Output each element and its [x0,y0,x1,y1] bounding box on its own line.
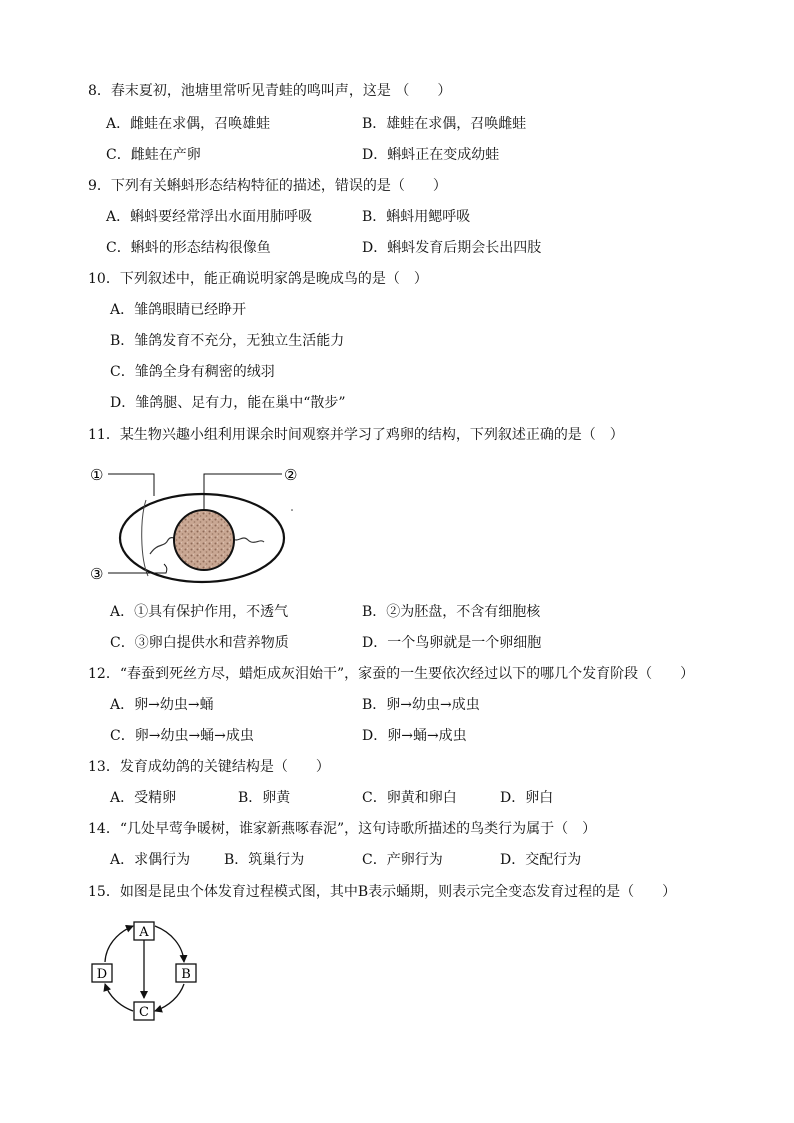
egg-structure-diagram [88,458,308,586]
question-12-option-a[interactable]: A．卵→幼虫→蛹 [110,697,214,713]
question-14-option-b[interactable]: B．筑巢行为 [224,852,305,868]
question-13-option-b[interactable]: B．卵黄 [238,790,291,806]
question-11-stem: 11．某生物兴趣小组利用课余时间观察并学习了鸡卵的结构，下列叙述正确的是（ ） [88,427,624,443]
question-10-option-c[interactable]: C．雏鸽全身有稠密的绒羽 [110,364,275,380]
question-14-option-a[interactable]: A．求偶行为 [110,852,191,868]
label-3: ③ [90,565,104,583]
question-8-option-a[interactable]: A．雌蛙在求偶，召唤雄蛙 [106,116,271,132]
node-b-label: B [181,967,191,982]
question-14-option-c[interactable]: C．产卵行为 [362,852,443,868]
question-8-option-b[interactable]: B．雄蛙在求偶，召唤雌蛙 [362,116,527,132]
egg-yolk [174,510,234,570]
question-11-option-b[interactable]: B．②为胚盘，不含有细胞核 [362,604,541,620]
question-8-option-d[interactable]: D．蝌蚪正在变成幼蛙 [362,147,500,163]
question-14-option-d[interactable]: D．交配行为 [500,852,582,868]
question-9-stem: 9．下列有关蝌蚪形态结构特征的描述，错误的是（ ） [88,178,447,194]
question-14-stem: 14．“几处早莺争暖树，谁家新燕啄春泥”，这句诗歌所描述的鸟类行为属于（ ） [88,821,597,837]
question-9-option-b[interactable]: B．蝌蚪用鳃呼吸 [362,209,471,225]
question-12-option-b[interactable]: B．卵→幼虫→成虫 [362,697,480,713]
question-8-stem: 8．春末夏初，池塘里常听见青蛙的鸣叫声，这是 （ ） [88,83,452,99]
label-2: ② [284,466,298,484]
insect-development-cycle-diagram [88,918,208,1026]
node-c-label: C [139,1005,149,1020]
question-10-stem: 10．下列叙述中，能正确说明家鸽是晚成鸟的是（ ） [88,271,428,287]
question-13-option-d[interactable]: D．卵白 [500,790,554,806]
label-1: ① [90,466,104,484]
question-11-option-c[interactable]: C．③卵白提供水和营养物质 [110,635,289,651]
leader-1 [108,474,154,496]
question-9-option-a[interactable]: A．蝌蚪要经常浮出水面用肺呼吸 [106,209,313,225]
question-13-option-a[interactable]: A．受精卵 [110,790,177,806]
arrow-b-to-c [155,984,184,1011]
question-12-stem: 12．“春蚕到死丝方尽，蜡炬成灰泪始干”，家蚕的一生要依次经过以下的哪几个发育阶段（ ） [88,666,695,682]
question-10-option-d[interactable]: D．雏鸽腿、足有力，能在巢中“散步” [110,395,346,411]
question-8-option-c[interactable]: C．雌蛙在产卵 [106,147,201,163]
question-10-option-b[interactable]: B．雏鸽发育不充分，无独立生活能力 [110,333,345,349]
question-13-stem: 13．发育成幼鸽的关键结构是（ ） [88,759,330,775]
question-9-option-c[interactable]: C．蝌蚪的形态结构很像鱼 [106,240,271,256]
question-10-option-a[interactable]: A．雏鸽眼睛已经睁开 [110,302,247,318]
arrow-c-to-d [105,984,133,1011]
question-15-stem: 15．如图是昆虫个体发育过程模式图，其中B表示蛹期，则表示完全变态发育过程的是（ ） [88,884,677,900]
question-13-option-c[interactable]: C．卵黄和卵白 [362,790,457,806]
question-11-option-d[interactable]: D．一个鸟卵就是一个卵细胞 [362,635,542,651]
question-11-option-a[interactable]: A．①具有保护作用，不透气 [110,604,289,620]
question-12-option-d[interactable]: D．卵→蛹→成虫 [362,728,467,744]
question-9-option-d[interactable]: D．蝌蚪发育后期会长出四肢 [362,240,542,256]
speck [291,509,293,511]
node-a-label: A [139,925,149,940]
question-12-option-c[interactable]: C．卵→幼虫→蛹→成虫 [110,728,254,744]
arrow-d-to-a [105,926,133,962]
node-d-label: D [96,967,108,982]
arrow-a-to-b [155,926,184,962]
